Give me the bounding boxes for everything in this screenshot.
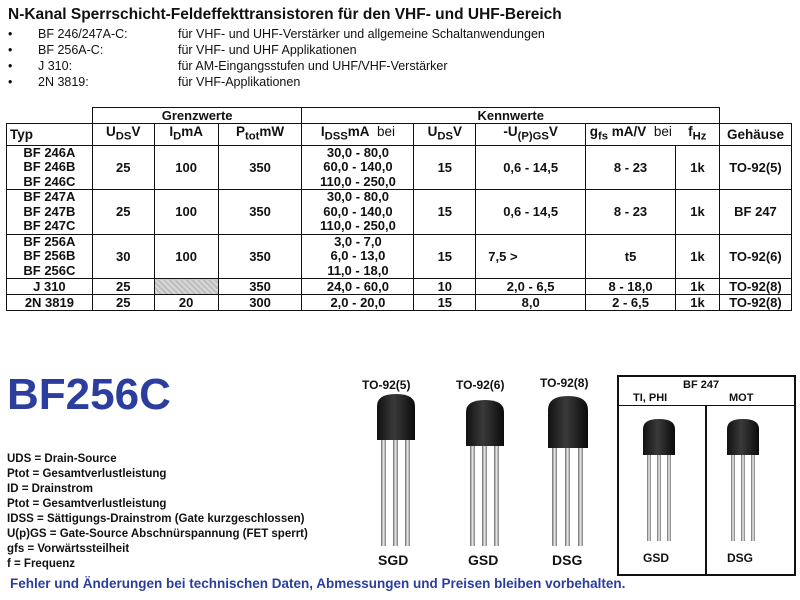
cell-gfs: 2 - 6,5 — [586, 295, 676, 311]
disclaimer-footer: Fehler und Änderungen bei technischen Daten, Abmessungen und Preisen bleiben vorbehalten. — [10, 576, 626, 591]
legend-item: Ptot = Gesamtverlustleistung — [7, 498, 167, 510]
transistor-drawings — [360, 392, 610, 552]
bullet-list — [8, 26, 545, 90]
cell-case: TO-92(6) — [719, 234, 791, 279]
cell-uds: 30 — [92, 234, 154, 279]
pinout-label: GSD — [468, 552, 499, 568]
pinout-label: DSG — [727, 551, 754, 565]
bf247-left-label: TI, PHI — [633, 392, 668, 404]
pinout-label: SGD — [378, 552, 409, 568]
cell-f: 1k — [676, 190, 720, 235]
package-label: TO-92(6) — [456, 378, 505, 392]
cell-uds: 25 — [92, 295, 154, 311]
cell-case: TO-92(8) — [719, 295, 791, 311]
abbreviation-legend — [7, 452, 308, 572]
cell-ptot: 350 — [218, 279, 302, 295]
part-number: BF256C — [7, 370, 171, 419]
bf247-box-title: BF 247 — [683, 379, 720, 391]
cell-f: 1k — [676, 295, 720, 311]
cell-types: BF 256A BF 256B BF 256C — [7, 234, 93, 279]
cell-uds: 25 — [92, 145, 154, 190]
cell-gfs: t5 — [586, 234, 676, 279]
legend-item: U(p)GS = Gate-Source Abschnürspannung (FET sperrt) — [7, 528, 308, 540]
cell-case: TO-92(5) — [719, 145, 791, 190]
package-label: TO-92(5) — [362, 378, 411, 392]
col-id: $I_DmA$ — [154, 124, 218, 146]
bullet-desc: für AM-Eingangsstufen und UHF/VHF-Verstärker — [178, 59, 448, 73]
col-ptot: $P_{tot}mW$ — [218, 124, 302, 146]
cell-id: 20 — [154, 295, 218, 311]
bullet-name: BF 246/247A-C: — [38, 27, 128, 41]
bullet-item — [8, 74, 545, 90]
col-ugs: $-U_{(P)GS}V$ — [476, 124, 586, 146]
cell-idss: 2,0 - 20,0 — [302, 295, 414, 311]
cell-gfs: 8 - 23 — [586, 145, 676, 190]
cell-ptot: 300 — [218, 295, 302, 311]
empty-header-cell — [719, 108, 791, 124]
col-idss: $I_{DSS}mA$ bei — [302, 124, 414, 146]
table-row — [7, 295, 792, 311]
group-limits-header: Grenzwerte — [92, 108, 302, 124]
bullet-icon: • — [8, 59, 13, 73]
legend-item: ID = Drainstrom — [7, 483, 93, 495]
cell-ugs: 7,5 > — [476, 234, 586, 279]
bullet-desc: für VHF- und UHF-Verstärker und allgemeine Schaltanwendungen — [178, 27, 545, 41]
bullet-name: J 310: — [38, 59, 73, 73]
col-case: Gehäuse — [719, 124, 791, 146]
empty-header-cell — [7, 108, 93, 124]
cell-f: 1k — [676, 145, 720, 190]
cell-uds2: 15 — [414, 295, 476, 311]
cell-ugs: 2,0 - 6,5 — [476, 279, 586, 295]
cell-gfs: 8 - 23 — [586, 190, 676, 235]
group-header-row — [7, 108, 792, 124]
cell-case: TO-92(8) — [719, 279, 791, 295]
table-row — [7, 145, 792, 190]
legend-item: Ptot = Gesamtverlustleistung — [7, 468, 167, 480]
table-row — [7, 190, 792, 235]
cell-ptot: 350 — [218, 190, 302, 235]
bullet-item — [8, 58, 545, 74]
cell-types: 2N 3819 — [7, 295, 93, 311]
package-label: TO-92(8) — [540, 376, 589, 390]
cell-ugs: 0,6 - 14,5 — [476, 190, 586, 235]
legend-item: UDS = Drain-Source — [7, 453, 117, 465]
bf247-right-label: MOT — [729, 392, 754, 404]
cell-id: 100 — [154, 145, 218, 190]
bf247-package-box — [617, 375, 796, 576]
cell-uds2: 15 — [414, 234, 476, 279]
pinout-label: GSD — [643, 551, 670, 565]
cell-types: BF 247A BF 247B BF 247C — [7, 190, 93, 235]
cell-uds2: 15 — [414, 145, 476, 190]
cell-case: BF 247 — [719, 190, 791, 235]
bullet-item — [8, 26, 545, 42]
bullet-name: BF 256A-C: — [38, 43, 104, 57]
cell-f: 1k — [676, 234, 720, 279]
cell-idss: 30,0 - 80,0 60,0 - 140,0 110,0 - 250,0 — [302, 190, 414, 235]
cell-f: 1k — [676, 279, 720, 295]
group-specs-header: Kennwerte — [302, 108, 719, 124]
bf247-transistor-drawings — [619, 407, 794, 547]
bullet-desc: für VHF-Applikationen — [178, 75, 301, 89]
spec-table — [6, 107, 792, 311]
legend-item: f = Frequenz — [7, 558, 76, 570]
pinout-label: DSG — [552, 552, 583, 568]
legend-item: gfs = Vorwärtssteilheit — [7, 543, 130, 555]
bullet-name: 2N 3819: — [38, 75, 89, 89]
cell-ptot: 350 — [218, 145, 302, 190]
table-row — [7, 279, 792, 295]
col-typ: Typ — [7, 124, 93, 146]
cell-ugs: 8,0 — [476, 295, 586, 311]
cell-id: 100 — [154, 190, 218, 235]
cell-gfs: 8 - 18,0 — [586, 279, 676, 295]
cell-types: J 310 — [7, 279, 93, 295]
cell-id-shaded — [154, 279, 218, 295]
to92-transistor-icon — [643, 419, 675, 541]
cell-uds2: 10 — [414, 279, 476, 295]
cell-types: BF 246A BF 246B BF 246C — [7, 145, 93, 190]
to92-transistor-icon — [548, 396, 588, 546]
bullet-icon: • — [8, 43, 13, 57]
col-gfs: $g_{fs}$ mA/V bei — [586, 124, 676, 146]
to92-transistor-icon — [727, 419, 759, 541]
cell-ugs: 0,6 - 14,5 — [476, 145, 586, 190]
bullet-item — [8, 42, 545, 58]
column-header-row — [7, 124, 792, 146]
cell-idss: 3,0 - 7,0 6,0 - 13,0 11,0 - 18,0 — [302, 234, 414, 279]
cell-idss: 30,0 - 80,0 60,0 - 140,0 110,0 - 250,0 — [302, 145, 414, 190]
to92-transistor-icon — [377, 394, 415, 546]
bullet-icon: • — [8, 75, 13, 89]
bullet-icon: • — [8, 27, 13, 41]
cell-idss: 24,0 - 60,0 — [302, 279, 414, 295]
cell-id: 100 — [154, 234, 218, 279]
page-title: N-Kanal Sperrschicht-Feldeffekttransistoren für den VHF- und UHF-Bereich — [8, 6, 562, 23]
legend-item: IDSS = Sättigungs-Drainstrom (Gate kurzgeschlossen) — [7, 513, 305, 525]
table-row — [7, 234, 792, 279]
cell-uds2: 15 — [414, 190, 476, 235]
col-f: $f_{Hz}$ — [676, 124, 720, 146]
to92-transistor-icon — [466, 400, 504, 546]
col-uds2: $U_{DS}V$ — [414, 124, 476, 146]
col-uds: $U_{DS}V$ — [92, 124, 154, 146]
cell-ptot: 350 — [218, 234, 302, 279]
cell-uds: 25 — [92, 190, 154, 235]
cell-uds: 25 — [92, 279, 154, 295]
bullet-desc: für VHF- und UHF Applikationen — [178, 43, 357, 57]
